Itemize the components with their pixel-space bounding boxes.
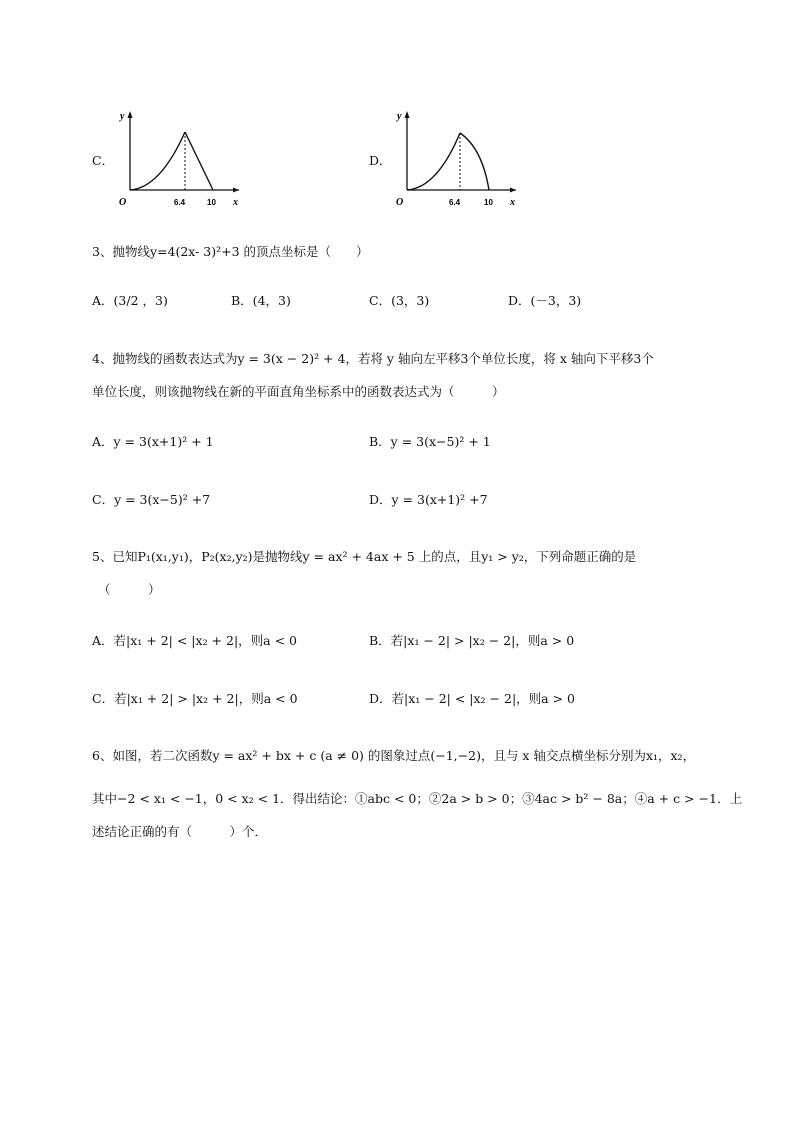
q5-option-a: A．若|x₁ + 2| < |x₂ + 2|，则a < 0 <box>92 633 297 648</box>
origin-label: O <box>396 197 404 208</box>
question-6-stem-line1: 6、如图，若二次函数y = ax² + bx + c (a ≠ 0) 的图象过点(−1,−2)，且与 x 轴交点横坐标分别为x₁，x₂， <box>92 748 696 763</box>
q5-option-b: B．若|x₁ − 2| > |x₂ − 2|，则a > 0 <box>369 633 575 648</box>
graph-d <box>392 108 522 211</box>
q4-option-c: C．y = 3(x−5)² +7 <box>92 492 211 507</box>
q3-option-b: B．(4，3) <box>231 293 291 308</box>
option-c-label: C． <box>92 153 115 168</box>
curve-rise <box>407 133 460 190</box>
curve-rise <box>130 132 185 190</box>
tick-label-2: 10 <box>207 198 216 207</box>
x-axis-arrow <box>510 188 516 193</box>
q5-option-c: C．若|x₁ + 2| > |x₂ + 2|，则a < 0 <box>92 691 298 706</box>
question-4-stem-line2: 单位长度，则该抛物线在新的平面直角坐标系中的函数表达式为（ ） <box>92 384 505 399</box>
origin-label: O <box>119 197 127 208</box>
q4-option-b: B．y = 3(x−5)² + 1 <box>369 434 491 449</box>
tick-label-2: 10 <box>484 198 493 207</box>
question-4-stem-line1: 4、抛物线的函数表达式为y = 3(x − 2)² + 4，若将 y 轴向左平移3个单位长度，将 x 轴向下平移3个 <box>92 351 654 366</box>
question-6-stem-line3: 述结论正确的有（ ）个． <box>92 824 268 839</box>
q4-option-d: D．y = 3(x+1)² +7 <box>369 492 488 507</box>
tick-label-1: 6.4 <box>174 198 186 207</box>
x-axis-arrow <box>233 188 239 193</box>
curve-fall <box>185 132 213 190</box>
y-axis-label: y <box>397 111 402 122</box>
x-axis-label: x <box>233 197 238 208</box>
q3-option-a: A．(3/2 ，3) <box>92 293 168 308</box>
y-axis-label: y <box>120 111 125 122</box>
x-axis-label: x <box>510 197 515 208</box>
curve-fall <box>460 133 489 190</box>
tick-label-1: 6.4 <box>449 198 461 207</box>
y-axis-arrow <box>128 111 133 118</box>
q3-option-d: D．(－3，3) <box>508 293 582 308</box>
q5-option-d: D．若|x₁ − 2| < |x₂ − 2|，则a > 0 <box>369 691 575 706</box>
question-5-stem-line1: 5、已知P₁(x₁,y₁)，P₂(x₂,y₂)是抛物线y = ax² + 4ax + 5 上的点，且y₁ > y₂，下列命题正确的是 <box>92 549 637 564</box>
question-3-stem: 3、抛物线y=4(2x- 3)²+3 的顶点坐标是（ ） <box>92 244 369 259</box>
q4-option-a: A．y = 3(x+1)² + 1 <box>92 434 214 449</box>
q3-option-c: C．(3，3) <box>369 293 430 308</box>
option-d-label: D． <box>369 153 392 168</box>
graph-c <box>115 108 245 211</box>
question-5-stem-line2: （ ） <box>98 582 161 597</box>
question-6-stem-line2: 其中−2 < x₁ < −1，0 < x₂ < 1．得出结论：①abc < 0；②2a > b > 0；③4ac > b² − 8a；④a + c > −1．上 <box>92 791 742 806</box>
y-axis-arrow <box>405 111 410 118</box>
